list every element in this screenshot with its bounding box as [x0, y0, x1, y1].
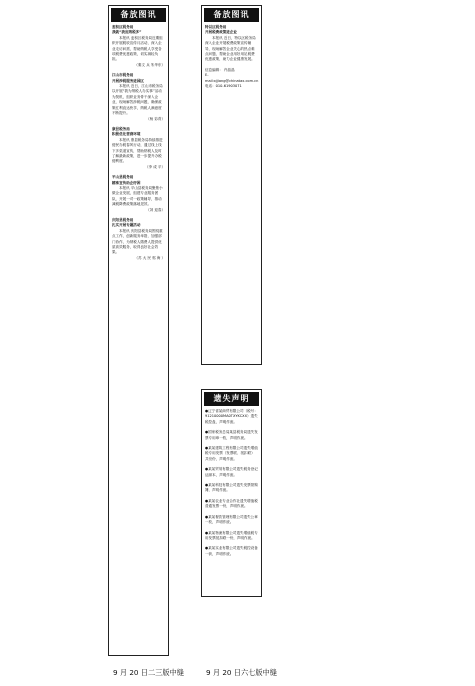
article-byline: （秦文 兵 朱华东） — [134, 62, 165, 67]
left-article — [112, 218, 165, 261]
right-strip-body — [202, 25, 261, 89]
notice-body — [202, 409, 261, 557]
article-text: 本报讯 康县税务局持续推进便民办税春风行动，通过线上线下多渠道宣传，帮助纳税人及时了解最新政策，进一步提升办税便利度。 — [112, 137, 163, 164]
right-gutter-strip — [201, 5, 262, 365]
left-article — [112, 25, 165, 68]
notice-item: ●辽宁省某商贸有限公司（税号：91210000MA0TXYKCXX）遗失税控盘，声明作废。 — [205, 409, 258, 424]
article-byline: （李 成 平） — [145, 164, 165, 169]
notice-item: ●某某农业专业合作社遗失增值税普通发票一份，声明作废。 — [205, 498, 258, 509]
left-article — [112, 127, 165, 170]
notice-header: 遗失声明 — [204, 392, 259, 406]
left-strip-body — [109, 25, 168, 261]
article-subtitle: 我就“我应纳税多” — [112, 30, 142, 35]
article-title: 特以区税务局 — [205, 25, 227, 29]
article-text: 本报讯 庆阳县税务局围绕重点工作，创新服务举措，加强部门协作，为纳税人缴费人提供优质高效服务，取得良好社会效果。 — [112, 228, 163, 255]
contact-phone: 电话：010-61903071 — [205, 84, 242, 89]
notice-item: ●某某贸易有限公司遗失税务登记证副本，声明作废。 — [205, 467, 258, 477]
article-byline: （苏 大 民 郭 海 ） — [134, 255, 165, 260]
left-caption: 9 月 20 日二三版中缝 — [113, 668, 184, 677]
right-strip-header: 备放图讯 — [204, 8, 259, 22]
article-title: 平山县税务局 — [112, 175, 134, 180]
article-text: 本报讯 近日，特以区税务局深入企业开展税费政策宣传辅导，现场解答企业关心的热点难点问题，帮助企业用好用足税费优惠政策，助力企业健康发展。 — [205, 35, 256, 62]
notice-item: ●国家税务总局某县税务局遗失发票专用章一枚，声明作废。 — [205, 430, 258, 440]
article-subtitle: 精准宣传助企纾困 — [112, 180, 141, 185]
contact-label: 信息编辑： — [205, 67, 223, 72]
article-title: 庆阳县税务局 — [112, 218, 134, 222]
article-subtitle: 积极优化营商环境 — [112, 132, 141, 137]
article-subtitle: 开展涉税服务进园区 — [112, 78, 144, 83]
notice-item: ●某某科技有限公司遗失发票领购簿，声明作废。 — [205, 483, 258, 493]
notice-item: ●某某实业有限公司遗失税控设备一套，声明作废。 — [205, 546, 258, 556]
notice-item: ●某某物流有限公司遗失增值税专用发票抵扣联一份，声明作废。 — [205, 530, 258, 540]
contact-name: 许晶晶 — [223, 67, 235, 72]
right-article — [205, 25, 258, 63]
notice-strip — [201, 389, 262, 597]
article-byline: （杨 彩青） — [146, 116, 165, 121]
article-text: 本报讯 平山县税务局聚焦小微企业发展，组建专业服务团队，开展一对一政策辅导，推动减税降费政策落地见效。 — [112, 185, 163, 207]
right-caption: 9 月 20 日六七版中缝 — [206, 668, 277, 677]
article-title: 江山市税务局 — [112, 73, 134, 78]
notice-item: ●某某建筑工程有限公司遗失增值税专用发票（发票联、抵扣联）共叁份，声明作废。 — [205, 446, 258, 461]
article-subtitle: 扎实开展专题活动 — [112, 223, 141, 228]
left-strip-header: 备放图讯 — [111, 8, 166, 22]
contact-block — [205, 68, 258, 90]
article-text: 本报讯 近日，江山市税务局以开展“我为纳税人办实事”活动为契机，组织业务骨干深入企业，现场解答涉税问题，确保政策红利直达快享，纳税人满意度不断提升。 — [112, 84, 163, 116]
article-title: 康县税务局 — [112, 126, 130, 131]
left-gutter-strip — [108, 5, 169, 656]
left-article — [112, 175, 165, 213]
left-article — [112, 73, 165, 122]
article-byline: （刘 迎春） — [146, 207, 165, 212]
article-subtitle: 开展税费政策进企业 — [205, 30, 237, 35]
contact-email: E-mail:xjjiang@chinatax.com.cn — [205, 73, 259, 83]
article-title: 麦积区税务局 — [112, 25, 134, 29]
notice-item: ●某某餐饮管理有限公司遗失公章一枚，声明作废。 — [205, 514, 258, 525]
article-text: 本报讯 麦积区税务局近期组织开展税收宣传月活动，深入企业走访问需，帮助纳税人享受各项税费优惠政策，切实减轻负担。 — [112, 35, 163, 62]
